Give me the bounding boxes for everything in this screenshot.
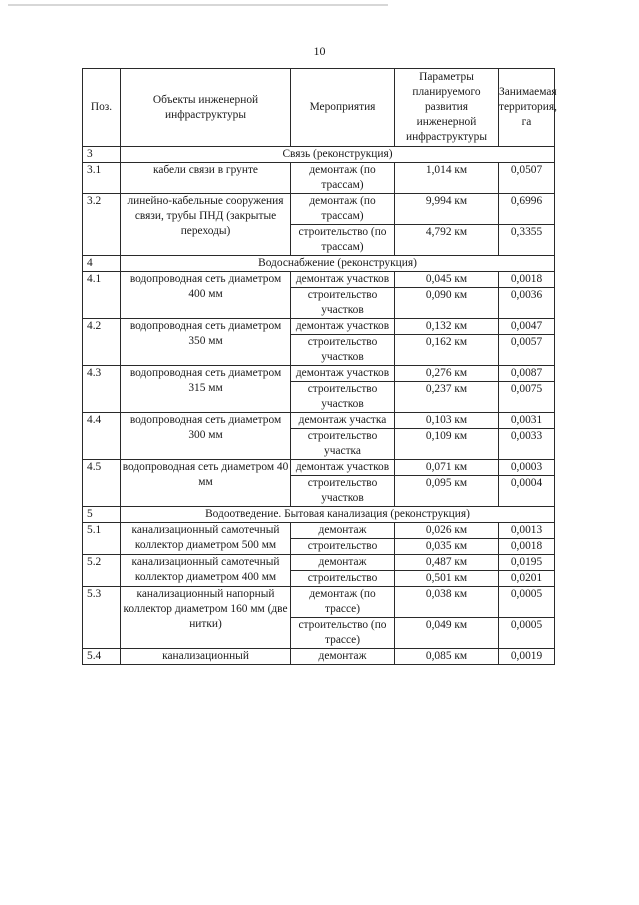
measure-cell: строительство (по трассам) bbox=[291, 225, 395, 256]
table-row bbox=[83, 163, 555, 194]
section-title: Связь (реконструкция) bbox=[121, 147, 555, 163]
param-cell: 0,045 км bbox=[395, 272, 499, 288]
scan-artifact-line bbox=[8, 4, 388, 6]
page-number: 10 bbox=[313, 44, 326, 58]
header-objects: Объекты инженерной инфраструктуры bbox=[121, 69, 291, 147]
area-cell: 0,0003 bbox=[499, 460, 555, 476]
infrastructure-table bbox=[82, 68, 555, 665]
area-cell: 0,0057 bbox=[499, 335, 555, 366]
param-cell: 0,276 км bbox=[395, 366, 499, 382]
area-cell: 0,0004 bbox=[499, 476, 555, 507]
area-cell: 0,0005 bbox=[499, 587, 555, 618]
table-row bbox=[83, 413, 555, 429]
row-pos: 4.3 bbox=[83, 366, 121, 413]
section-title: Водоснабжение (реконструкция) bbox=[121, 256, 555, 272]
param-cell: 0,090 км bbox=[395, 288, 499, 319]
section-row bbox=[83, 256, 555, 272]
param-cell: 0,487 км bbox=[395, 555, 499, 571]
object-name: водопроводная сеть диаметром 40 мм bbox=[121, 460, 291, 507]
object-name: канализационный самотечный коллектор диаметром 500 мм bbox=[121, 523, 291, 555]
area-cell: 0,0507 bbox=[499, 163, 555, 194]
measure-cell: строительство участка bbox=[291, 429, 395, 460]
area-cell: 0,0036 bbox=[499, 288, 555, 319]
table-row bbox=[83, 555, 555, 571]
param-cell: 0,049 км bbox=[395, 618, 499, 649]
measure-cell: строительство (по трассе) bbox=[291, 618, 395, 649]
object-name: канализационный самотечный коллектор диаметром 400 мм bbox=[121, 555, 291, 587]
table-row bbox=[83, 272, 555, 288]
param-cell: 0,071 км bbox=[395, 460, 499, 476]
measure-cell: строительство bbox=[291, 539, 395, 555]
section-pos: 5 bbox=[83, 507, 121, 523]
header-measures: Мероприятия bbox=[291, 69, 395, 147]
area-cell: 0,6996 bbox=[499, 194, 555, 225]
table-row bbox=[83, 194, 555, 225]
row-pos: 5.3 bbox=[83, 587, 121, 649]
area-cell: 0,0018 bbox=[499, 539, 555, 555]
object-name: линейно-кабельные сооружения связи, трубы ПНД (закрытые переходы) bbox=[121, 194, 291, 256]
measure-cell: строительство участков bbox=[291, 476, 395, 507]
param-cell: 4,792 км bbox=[395, 225, 499, 256]
measure-cell: демонтаж (по трассам) bbox=[291, 194, 395, 225]
row-pos: 3.1 bbox=[83, 163, 121, 194]
table-row bbox=[83, 587, 555, 618]
table-row bbox=[83, 319, 555, 335]
object-name: канализационный напорный коллектор диаметром 160 мм (две нитки) bbox=[121, 587, 291, 649]
row-pos: 5.4 bbox=[83, 649, 121, 665]
measure-cell: строительство bbox=[291, 571, 395, 587]
section-pos: 4 bbox=[83, 256, 121, 272]
measure-cell: демонтаж участков bbox=[291, 460, 395, 476]
measure-cell: демонтаж (по трассе) bbox=[291, 587, 395, 618]
measure-cell: демонтаж участков bbox=[291, 272, 395, 288]
area-cell: 0,0195 bbox=[499, 555, 555, 571]
object-name: водопроводная сеть диаметром 400 мм bbox=[121, 272, 291, 319]
row-pos: 4.4 bbox=[83, 413, 121, 460]
measure-cell: демонтаж bbox=[291, 649, 395, 665]
table-row bbox=[83, 366, 555, 382]
param-cell: 0,085 км bbox=[395, 649, 499, 665]
param-cell: 1,014 км bbox=[395, 163, 499, 194]
object-name: канализационный bbox=[121, 649, 291, 665]
area-cell: 0,0013 bbox=[499, 523, 555, 539]
measure-cell: демонтаж bbox=[291, 555, 395, 571]
row-pos: 4.1 bbox=[83, 272, 121, 319]
param-cell: 0,026 км bbox=[395, 523, 499, 539]
param-cell: 0,095 км bbox=[395, 476, 499, 507]
param-cell: 9,994 км bbox=[395, 194, 499, 225]
param-cell: 0,038 км bbox=[395, 587, 499, 618]
param-cell: 0,109 км bbox=[395, 429, 499, 460]
param-cell: 0,132 км bbox=[395, 319, 499, 335]
object-name: водопроводная сеть диаметром 350 мм bbox=[121, 319, 291, 366]
section-title: Водоотведение. Бытовая канализация (реконструкция) bbox=[121, 507, 555, 523]
object-name: водопроводная сеть диаметром 315 мм bbox=[121, 366, 291, 413]
row-pos: 5.2 bbox=[83, 555, 121, 587]
header-params: Параметры планируемого развития инженерной инфраструктуры bbox=[395, 69, 499, 147]
table-row bbox=[83, 523, 555, 539]
measure-cell: строительство участков bbox=[291, 382, 395, 413]
object-name: водопроводная сеть диаметром 300 мм bbox=[121, 413, 291, 460]
row-pos: 4.5 bbox=[83, 460, 121, 507]
area-cell: 0,0075 bbox=[499, 382, 555, 413]
area-cell: 0,3355 bbox=[499, 225, 555, 256]
measure-cell: демонтаж участка bbox=[291, 413, 395, 429]
param-cell: 0,501 км bbox=[395, 571, 499, 587]
measure-cell: демонтаж участков bbox=[291, 366, 395, 382]
section-row bbox=[83, 147, 555, 163]
measure-cell: демонтаж bbox=[291, 523, 395, 539]
area-cell: 0,0087 bbox=[499, 366, 555, 382]
param-cell: 0,103 км bbox=[395, 413, 499, 429]
object-name: кабели связи в грунте bbox=[121, 163, 291, 194]
area-cell: 0,0018 bbox=[499, 272, 555, 288]
header-row bbox=[83, 69, 555, 147]
param-cell: 0,237 км bbox=[395, 382, 499, 413]
section-row bbox=[83, 507, 555, 523]
header-pos: Поз. bbox=[83, 69, 121, 147]
row-pos: 4.2 bbox=[83, 319, 121, 366]
section-pos: 3 bbox=[83, 147, 121, 163]
header-area: Занимаемая территория, га bbox=[499, 69, 555, 147]
table-row bbox=[83, 649, 555, 665]
measure-cell: демонтаж (по трассам) bbox=[291, 163, 395, 194]
row-pos: 3.2 bbox=[83, 194, 121, 256]
table-row bbox=[83, 460, 555, 476]
measure-cell: строительство участков bbox=[291, 335, 395, 366]
area-cell: 0,0047 bbox=[499, 319, 555, 335]
param-cell: 0,162 км bbox=[395, 335, 499, 366]
measure-cell: демонтаж участков bbox=[291, 319, 395, 335]
area-cell: 0,0033 bbox=[499, 429, 555, 460]
measure-cell: строительство участков bbox=[291, 288, 395, 319]
area-cell: 0,0201 bbox=[499, 571, 555, 587]
row-pos: 5.1 bbox=[83, 523, 121, 555]
param-cell: 0,035 км bbox=[395, 539, 499, 555]
area-cell: 0,0005 bbox=[499, 618, 555, 649]
area-cell: 0,0019 bbox=[499, 649, 555, 665]
area-cell: 0,0031 bbox=[499, 413, 555, 429]
